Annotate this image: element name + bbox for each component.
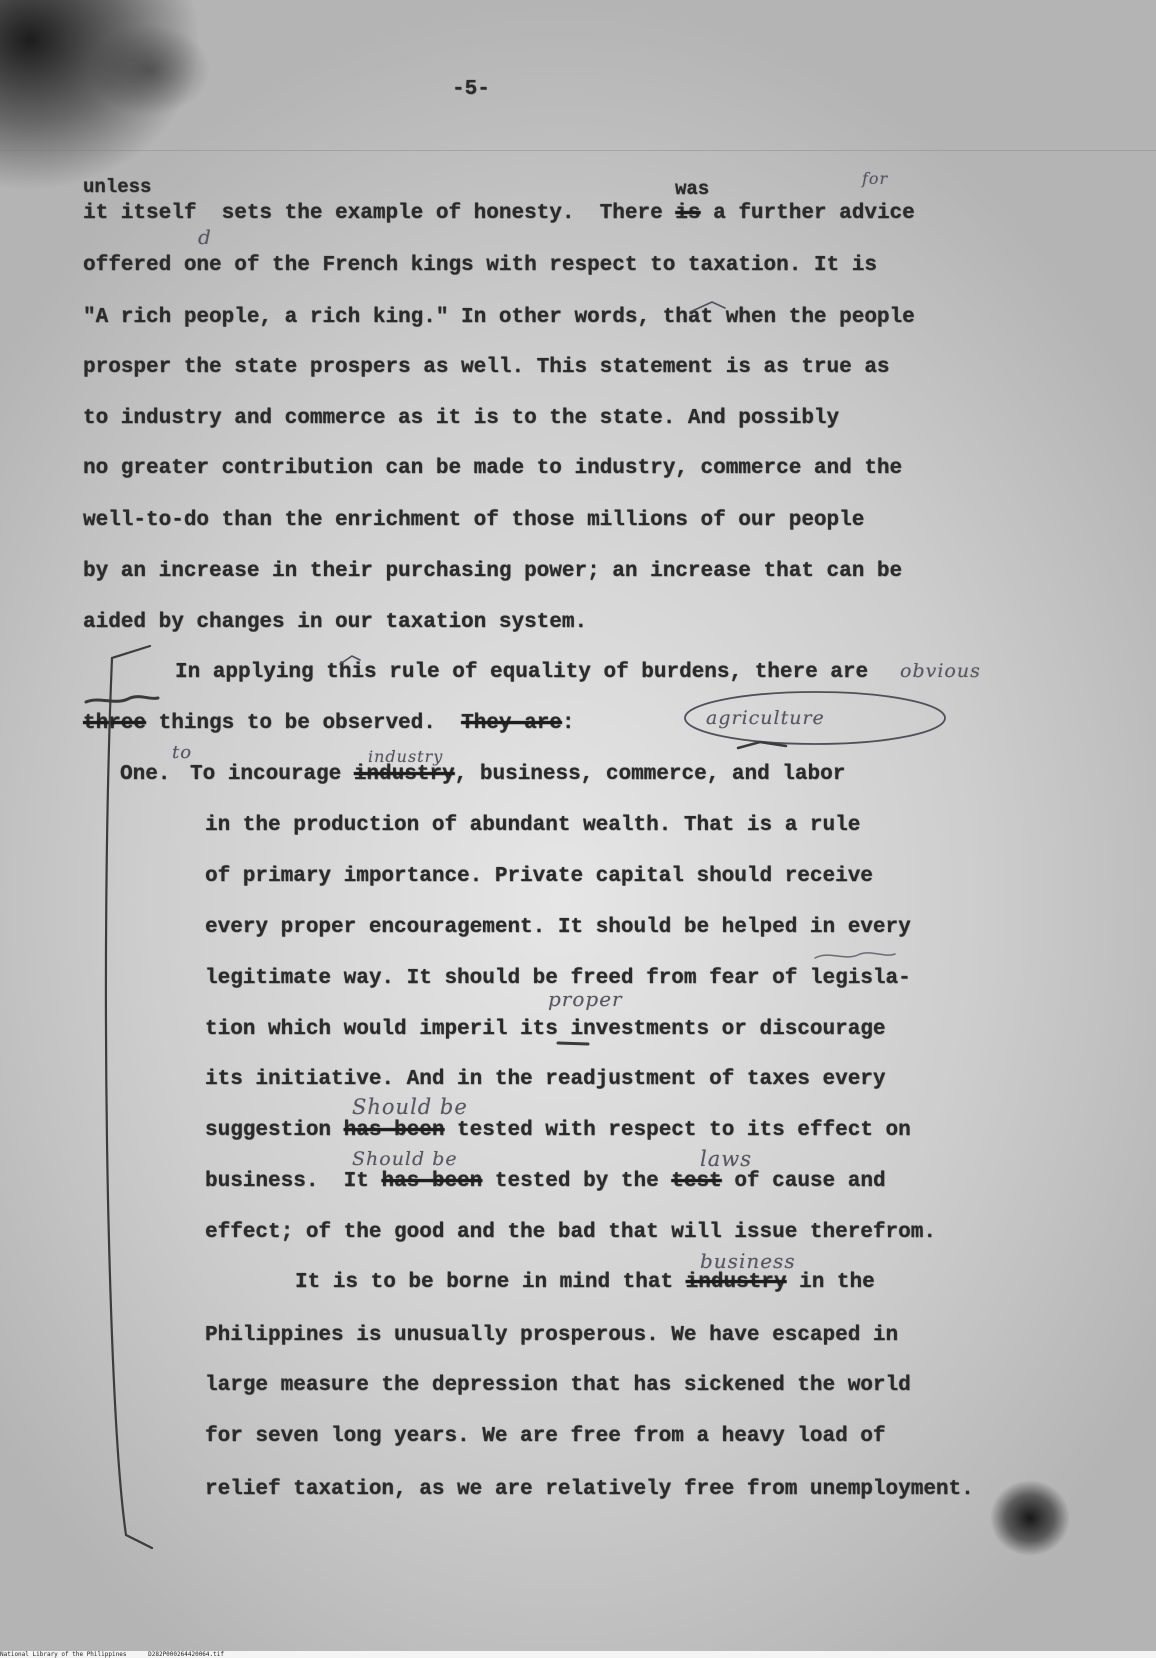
text-segment: it itself sets the example of honesty. There xyxy=(83,202,676,225)
scribble-above-legislation xyxy=(815,953,895,958)
p1-line-3: "A rich people, a rich king." In other words, that when the people xyxy=(83,306,915,329)
item-one-line-10: effect; of the good and the bad that will issue therefrom. xyxy=(205,1221,936,1244)
text-segment: : xyxy=(561,712,575,735)
archive-footer xyxy=(0,1651,1156,1658)
p1-line-9: aided by changes in our taxation system. xyxy=(83,611,588,634)
text-segment: things to be observed. xyxy=(146,712,462,735)
text-segment: tested by the xyxy=(482,1170,672,1193)
handwritten-for: for xyxy=(862,169,889,188)
text-segment: , business, commerce, and labor xyxy=(454,763,846,786)
text-segment: a further advice xyxy=(700,202,915,225)
struck-text: is xyxy=(675,202,701,225)
p3-line-2: Philippines is unusually prosperous. We have escaped in xyxy=(205,1324,899,1347)
check-mark-this xyxy=(340,656,360,664)
item-one-line-3: of primary importance. Private capital should receive xyxy=(205,865,873,888)
handwritten-business: business xyxy=(700,1249,796,1273)
struck-text: has been xyxy=(381,1170,483,1193)
struck-text: industry xyxy=(685,1271,787,1294)
struck-text: They are xyxy=(461,712,562,735)
handwritten-should-be-1: Should be xyxy=(352,1095,468,1119)
p1-line-5: to industry and commerce as it is to the state. And possibly xyxy=(83,407,840,430)
text-segment: in the xyxy=(786,1271,875,1294)
p1-line-4: prosper the state prospers as well. This statement is as true as xyxy=(83,356,890,379)
p2-line-1: In applying this rule of equality of burdens, there are xyxy=(175,661,869,684)
text-segment: It is to be borne in mind that xyxy=(295,1271,686,1294)
text-segment: business. It xyxy=(205,1170,382,1193)
p1-line-2: offered one of the French kings with respect to taxation. It is xyxy=(83,254,877,277)
handwritten-to: to xyxy=(172,742,193,763)
footer-library: National Library of the Philippines xyxy=(0,1651,127,1658)
p1-line-8: by an increase in their purchasing power; an increase that can be xyxy=(83,560,903,583)
agriculture-circle xyxy=(685,692,945,744)
struck-text: three xyxy=(83,712,147,735)
p3-line-5: relief taxation, as we are relatively free from unemployment. xyxy=(205,1478,974,1501)
text-segment: To incourage xyxy=(190,763,354,786)
handwritten-agriculture: agriculture xyxy=(706,707,825,729)
handwritten-industry: industry xyxy=(368,747,444,766)
footer-file: D282P000264420064.tif xyxy=(148,1651,224,1658)
item-one-line-6: tion which would imperil its investments or discourage xyxy=(205,1018,886,1041)
handwritten-should-be-2: Should be xyxy=(352,1148,458,1170)
handwritten-proper: proper xyxy=(548,987,623,1011)
struck-text: test xyxy=(671,1170,722,1193)
handwritten-laws: laws xyxy=(700,1147,752,1171)
handwritten-obvious: obvious xyxy=(900,660,981,682)
struck-text: has been xyxy=(343,1119,445,1142)
text-segment: of cause and xyxy=(721,1170,886,1193)
p1-line-6: no greater contribution can be made to industry, commerce and the xyxy=(83,457,903,480)
page-number: -5- xyxy=(452,78,490,101)
typed-insertion-was: was xyxy=(675,178,710,200)
item-one-label: One. xyxy=(120,763,171,786)
scribble-above-three xyxy=(86,697,158,702)
struck-text: industry xyxy=(353,763,455,786)
check-mark-that xyxy=(690,302,725,312)
item-one-line-2: in the production of abundant wealth. That is a rule xyxy=(205,814,861,837)
p3-line-4: for seven long years. We are free from a heavy load of xyxy=(205,1425,886,1448)
item-one-line-4: every proper encouragement. It should be helped in every xyxy=(205,916,911,939)
p1-line-7: well-to-do than the enrichment of those millions of our people xyxy=(83,509,865,532)
margin-bracket-line xyxy=(106,646,152,1548)
item-one-line-5: legitimate way. It should be freed from fear of legisla- xyxy=(205,967,911,990)
p3-line-3: large measure the depression that has sickened the world xyxy=(205,1374,911,1397)
text-segment: tested with respect to its effect on xyxy=(444,1119,911,1142)
handwritten-d: d xyxy=(198,225,212,249)
underline-mark-its xyxy=(558,1043,588,1044)
typed-insertion-unless: unless xyxy=(83,176,152,198)
text-segment: suggestion xyxy=(205,1119,344,1142)
item-one-line-7: its initiative. And in the readjustment of taxes every xyxy=(205,1068,886,1091)
